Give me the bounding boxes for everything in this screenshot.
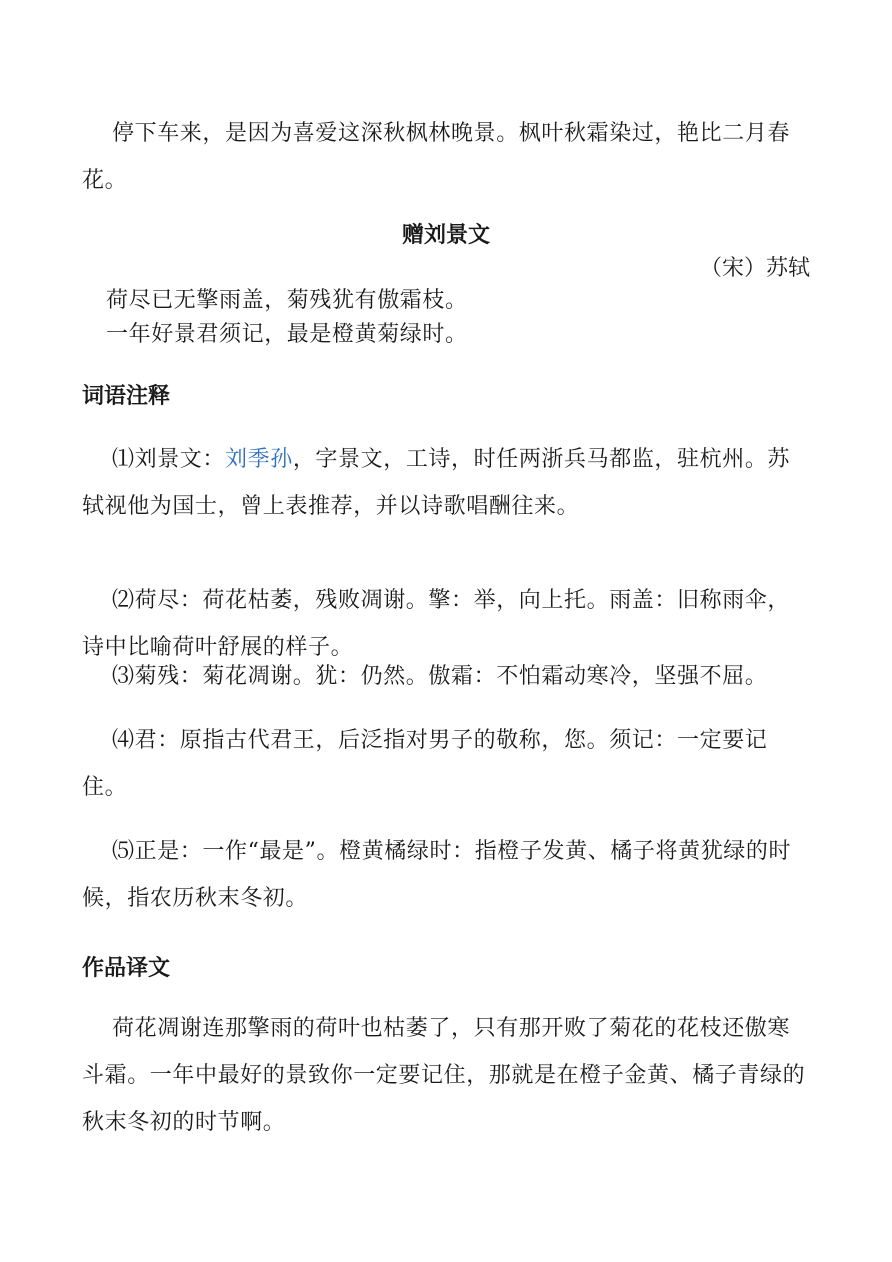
note-suffix: ，字景文，工诗，时任两浙兵马都监，驻杭州。苏轼视他为国士，曾上表推荐，并以诗歌唱酬往来。 (82, 447, 791, 519)
note-item: ⑶菊残：菊花凋谢。犹：仍然。傲霜：不怕霜动寒冷，坚强不屈。 (112, 664, 768, 689)
notes-heading: 词语注释 (82, 384, 171, 409)
note-prefix: ⑴刘景文： (112, 447, 226, 472)
poem-line: 一年好景君须记，最是橙黄菊绿时。 (106, 322, 468, 347)
poem-title: 赠刘景文 (401, 223, 490, 248)
translation-paragraph: 荷花凋谢连那擎雨的荷叶也枯萎了，只有那开败了菊花的花枝还傲寒斗霜。一年中最好的景致你一定要记住，那就是在橙子金黄、橘子青绿的秋末冬初的时节啊。 (82, 1016, 806, 1135)
liu-jisun-link[interactable]: 刘季孙 (225, 447, 293, 472)
intro-paragraph: 停下车来，是因为喜爱这深秋枫林晚景。枫叶秋霜染过，艳比二月春花。 (82, 121, 791, 193)
poem-line: 荷尽已无擎雨盖，菊残犹有傲霜枝。 (106, 288, 468, 313)
translation-heading: 作品译文 (82, 956, 171, 981)
poem-author: （宋）苏轼 (699, 256, 810, 281)
note-item: ⑵荷尽：荷花枯萎，残败凋谢。擎：举，向上托。雨盖：旧称雨伞，诗中比喻荷叶舒展的样子。 (82, 588, 791, 660)
note-item: ⑷君：原指古代君王，后泛指对男子的敬称，您。须记：一定要记住。 (82, 728, 768, 800)
note-item: ⑸正是：一作“最是”。橙黄橘绿时：指橙子发黄、橘子将黄犹绿的时候，指农历秋末冬初。 (82, 839, 792, 911)
note-item (82, 436, 810, 530)
